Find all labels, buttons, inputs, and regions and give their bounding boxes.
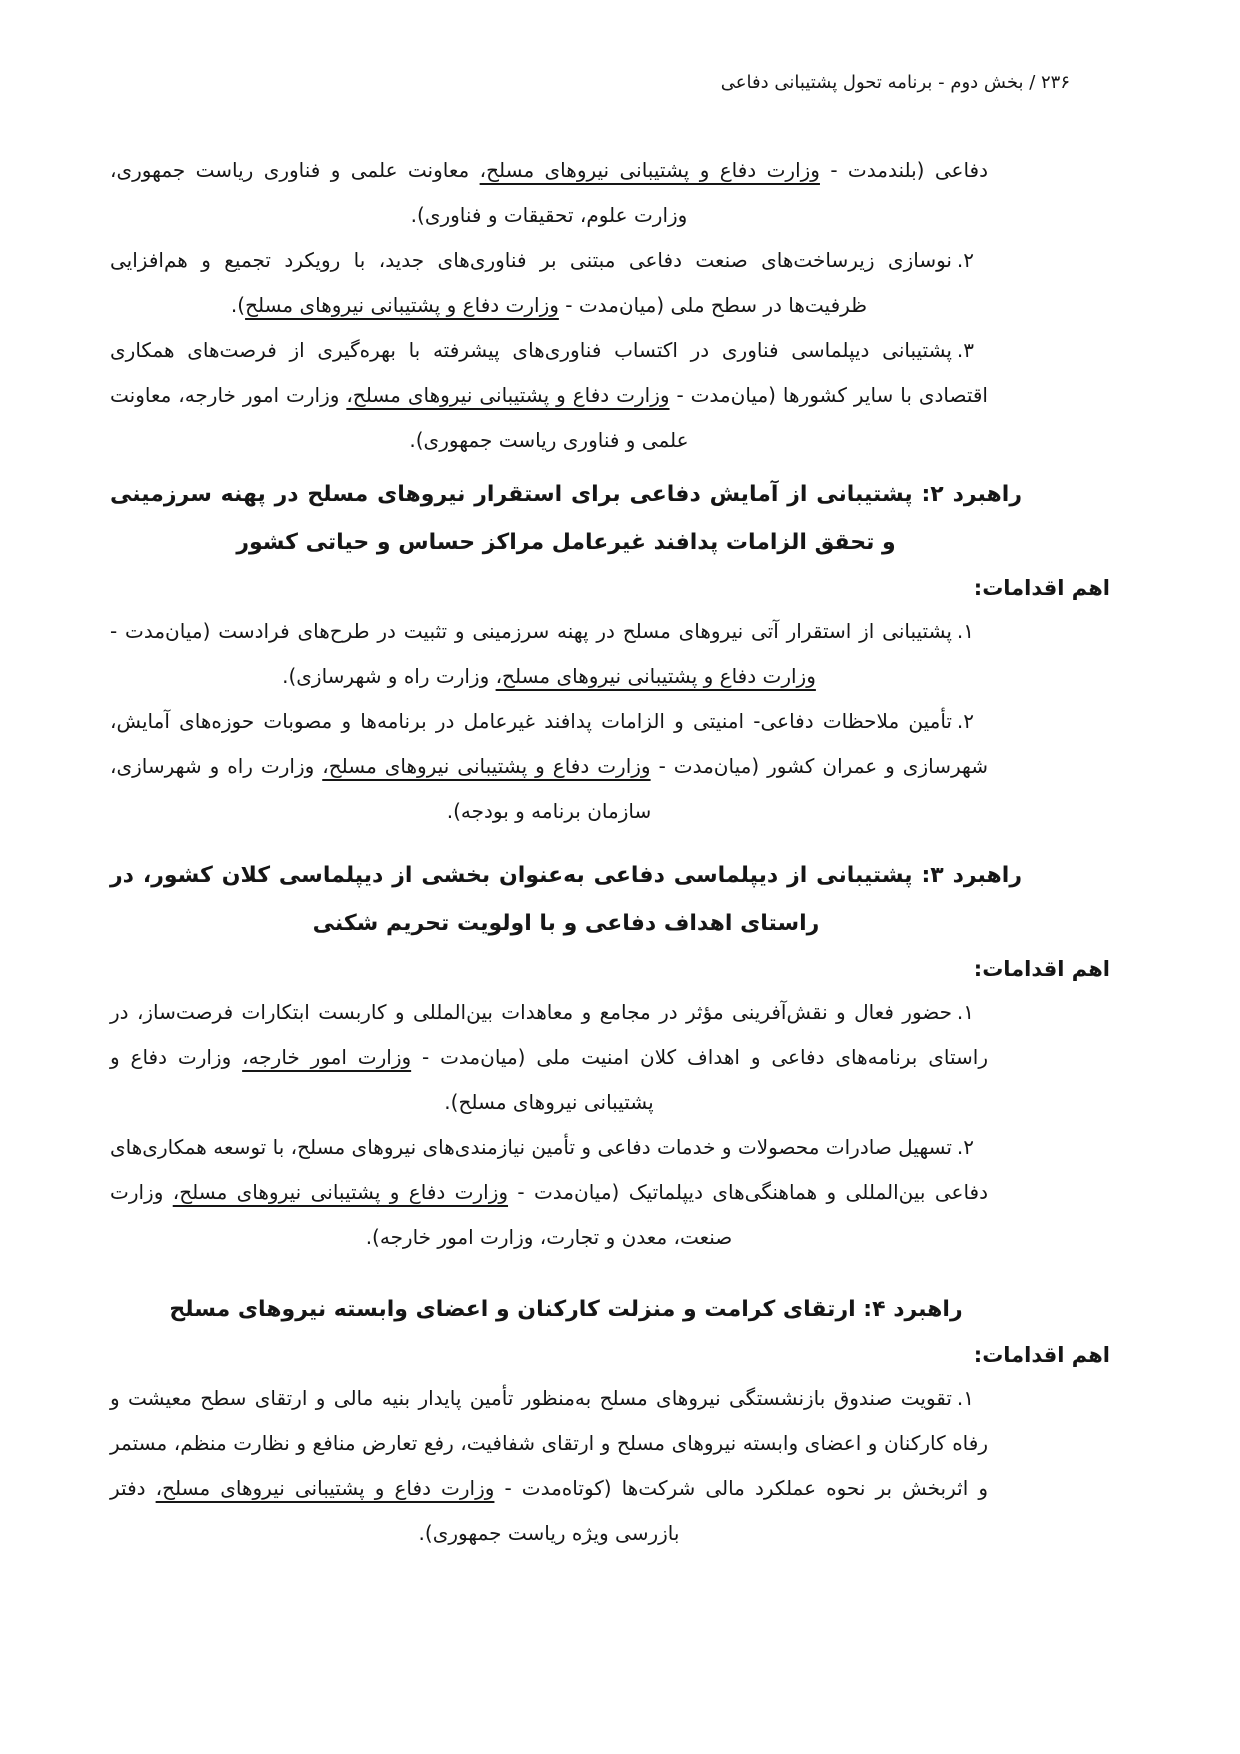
text-segment: پشتیبانی دیپلماسی فناوری در اکتساب فناوری‌های پیشرفته با بهره‌گیری از فرصت‌های همکاری اقتصادی با سایر کشورها (میان‌مدت - xyxy=(110,338,988,407)
continuation-paragraph xyxy=(108,148,1110,238)
text-segment: وزارت راه و شهرسازی). xyxy=(282,664,496,688)
text-segment: دفاعی (بلندمدت - xyxy=(819,158,989,182)
text-segment: وزارت صنعت، معدن و تجارت، وزارت امور خارجه). xyxy=(110,1180,733,1249)
list-item xyxy=(108,328,1110,463)
text-segment: ). xyxy=(230,293,246,317)
text-segment: تسهیل صادرات محصولات و خدمات دفاعی و تأمین نیازمندی‌های نیروهای مسلح، با توسعه همکاری‌های دفاعی بین‌المللی و هماهنگی‌های دیپلماتیک (میان‌مدت - xyxy=(110,1135,989,1204)
text-segment: پشتیبانی از استقرار آتی نیروهای مسلح در پهنه سرزمینی و تثبیت در طرح‌های فرادست (میان‌مدت - xyxy=(110,619,952,643)
strategy-4-heading: راهبرد ۴: ارتقای کرامت و منزلت کارکنان و اعضای وابسته نیروهای مسلح xyxy=(169,1297,963,1322)
text-segment: معاونت علمی و فناوری ریاست جمهوری، وزارت علوم، تحقیقات و فناوری). xyxy=(110,158,688,227)
list-item-number: ۲. xyxy=(956,248,974,272)
text-segment: وزارت راه و شهرسازی، سازمان برنامه و بودجه). xyxy=(110,754,652,823)
document-body xyxy=(108,148,1110,1556)
text-segment: تقویت صندوق بازنشستگی نیروهای مسلح به‌منظور تأمین پایدار بنیه مالی و ارتقای سطح معیشت و رفاه کارکنان و اعضای وابسته نیروهای مسلح و ارتقای شفافیت، رفع تعارض منافع و نظارت منظم، مستمر و اثربخش بر نحوه عملکرد مالی شرکت‌ها (کوتاه‌مدت - xyxy=(110,1386,988,1500)
list-item xyxy=(108,238,1110,328)
list-item xyxy=(108,1125,1110,1260)
underlined-ministry-name: وزارت دفاع و پشتیبانی نیروهای مسلح، xyxy=(495,664,816,688)
underlined-ministry-name: وزارت دفاع و پشتیبانی نیروهای مسلح، xyxy=(155,1476,495,1500)
list-item-number: ۳. xyxy=(956,338,974,362)
key-actions-label: اهم اقدامات: xyxy=(973,576,1110,600)
list-item-number: ۱. xyxy=(956,1000,974,1024)
text-segment: دفتر بازرسی ویژه ریاست جمهوری). xyxy=(110,1476,680,1545)
page-header xyxy=(108,68,1070,98)
strategy-2-heading: راهبرد ۲: پشتیبانی از آمایش دفاعی برای استقرار نیروهای مسلح در پهنه سرزمینی و تحقق الزامات پدافند غیرعامل مراکز حساس و حیاتی کشور xyxy=(110,482,1022,555)
underlined-ministry-name: وزارت امور خارجه، xyxy=(242,1045,412,1069)
text-segment: وزارت امور خارجه، معاونت علمی و فناوری ریاست جمهوری). xyxy=(110,383,689,452)
underlined-ministry-name: وزارت دفاع و پشتیبانی نیروهای مسلح xyxy=(245,293,559,317)
key-actions-label: اهم اقدامات: xyxy=(973,1343,1110,1367)
list-item xyxy=(108,699,1110,834)
list-item xyxy=(108,609,1110,699)
key-actions-label: اهم اقدامات: xyxy=(973,957,1110,981)
text-segment: تأمین ملاحظات دفاعی- امنیتی و الزامات پدافند غیرعامل در برنامه‌ها و مصوبات حوزه‌های آمایش، شهرسازی و عمران کشور (میان‌مدت - xyxy=(110,709,988,778)
text-segment: وزارت دفاع و پشتیبانی نیروهای مسلح). xyxy=(110,1045,654,1114)
list-item xyxy=(108,990,1110,1125)
list-item-number: ۱. xyxy=(956,1386,974,1410)
list-item-number: ۱. xyxy=(956,619,974,643)
list-item-number: ۲. xyxy=(956,709,974,733)
underlined-ministry-name: وزارت دفاع و پشتیبانی نیروهای مسلح، xyxy=(346,383,670,407)
underlined-ministry-name: وزارت دفاع و پشتیبانی نیروهای مسلح، xyxy=(172,1180,509,1204)
list-item-number: ۲. xyxy=(956,1135,974,1159)
page-header-text: ۲۳۶ / بخش دوم - برنامه تحول پشتیبانی دفاعی xyxy=(720,72,1070,93)
list-item xyxy=(108,1376,1110,1556)
strategy-3-heading: راهبرد ۳: پشتیبانی از دیپلماسی دفاعی به‌عنوان بخشی از دیپلماسی کلان کشور، در راستای اهداف دفاعی و با اولویت تحریم شکنی xyxy=(110,863,1023,936)
text-segment: نوسازی زیرساخت‌های صنعت دفاعی مبتنی بر فناوری‌های جدید، با رویکرد تجمیع و هم‌افزایی ظرفیت‌ها در سطح ملی (میان‌مدت - xyxy=(110,248,952,317)
underlined-ministry-name: وزارت دفاع و پشتیبانی نیروهای مسلح، xyxy=(322,754,651,778)
underlined-ministry-name: وزارت دفاع و پشتیبانی نیروهای مسلح، xyxy=(479,158,820,182)
text-segment: حضور فعال و نقش‌آفرینی مؤثر در مجامع و معاهدات بین‌المللی و کاربست ابتکارات فرصت‌ساز، در راستای برنامه‌های دفاعی و اهداف کلان امنیت ملی (میان‌مدت - xyxy=(110,1000,988,1069)
